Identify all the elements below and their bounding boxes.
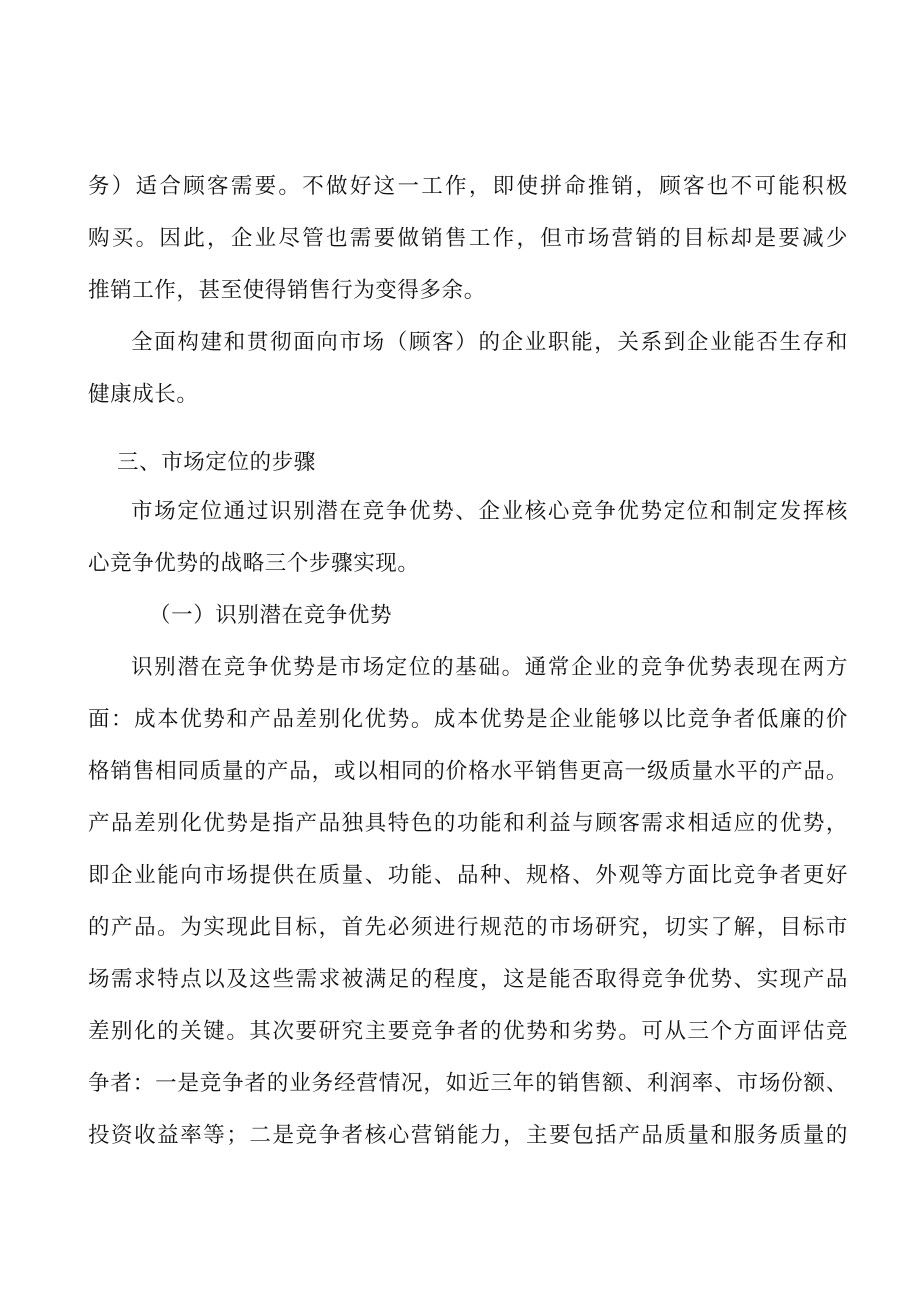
- paragraph-line-10: 格销售相同质量的产品，或以相同的价格水平销售更高一级质量水平的产品。: [88, 759, 848, 784]
- paragraph-line-17: 投资收益率等；二是竞争者核心营销能力，主要包括产品质量和服务质量的: [88, 1123, 848, 1148]
- subsection-heading: （一）识别潜在竞争优势: [149, 603, 393, 628]
- paragraph-line-13: 的产品。为实现此目标，首先必须进行规范的市场研究，切实了解，目标市: [88, 915, 848, 940]
- paragraph-line-6: 市场定位通过识别潜在竞争优势、企业核心竞争优势定位和制定发挥核: [131, 499, 848, 524]
- paragraph-line-16: 争者：一是竞争者的业务经营情况，如近三年的销售额、利润率、市场份额、: [88, 1071, 848, 1096]
- paragraph-line-3: 推销工作，甚至使得销售行为变得多余。: [88, 278, 486, 303]
- paragraph-line-7: 心竞争优势的战略三个步骤实现。: [88, 551, 420, 576]
- paragraph-line-14: 场需求特点以及这些需求被满足的程度，这是能否取得竞争优势、实现产品: [88, 967, 848, 992]
- paragraph-line-8: 识别潜在竞争优势是市场定位的基础。通常企业的竞争优势表现在两方: [131, 655, 848, 680]
- paragraph-line-5: 健康成长。: [88, 382, 199, 407]
- paragraph-line-1: 务）适合顾客需要。不做好这一工作，即使拼命推销，顾客也不可能积极: [88, 174, 848, 199]
- section-heading: 三、市场定位的步骤: [117, 450, 316, 475]
- paragraph-line-12: 即企业能向市场提供在质量、功能、品种、规格、外观等方面比竞争者更好: [88, 863, 848, 888]
- paragraph-line-9: 面：成本优势和产品差别化优势。成本优势是企业能够以比竞争者低廉的价: [88, 707, 848, 732]
- paragraph-line-2: 购买。因此，企业尽管也需要做销售工作，但市场营销的目标却是要减少: [88, 226, 848, 251]
- paragraph-line-15: 差别化的关键。其次要研究主要竞争者的优势和劣势。可从三个方面评估竞: [88, 1019, 848, 1044]
- paragraph-line-11: 产品差别化优势是指产品独具特色的功能和利益与顾客需求相适应的优势，: [88, 811, 848, 836]
- paragraph-line-4: 全面构建和贯彻面向市场（顾客）的企业职能，关系到企业能否生存和: [131, 330, 848, 355]
